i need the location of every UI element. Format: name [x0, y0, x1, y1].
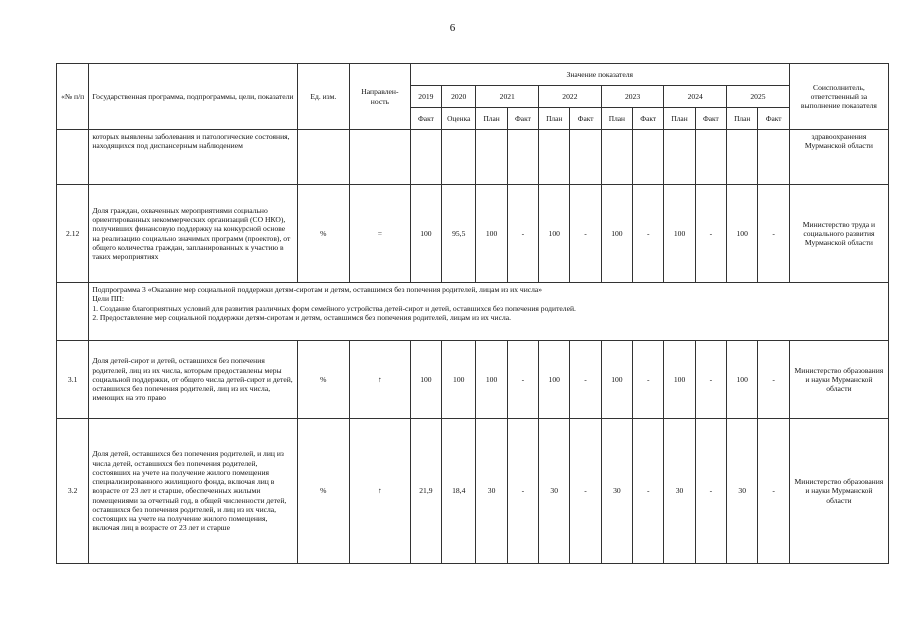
row-name: Доля детей-сирот и детей, оставшихся без попечения родителей, лиц из их числа, которым предоставлены меры социальной поддержки, от общего числа детей-сирот и детей, оставшихся без попечения родителей, лиц из их числа, имеющих на это право: [89, 341, 297, 419]
row-value: [442, 130, 476, 185]
row-name: Доля детей, оставшихся без попечения родителей, и лиц из числа детей, оставшихся без попечения родителей, состоявших на учете на получение жилого помещения специализированного жилищного фонда, включая лиц в возрасте от 23 лет и старше, обеспеченных жилыми помещениями за отчетный год, в общей численности детей, оставшихся без попечения родителей, и лиц из их числа, состоящих на учете на получение жилого помещения, включая лиц в возрасте от 23 лет и старше: [89, 419, 297, 564]
row-name: Доля граждан, охваченных мероприятиями социально ориентированных некоммерческих организаций (СО НКО), получивших финансовую поддержку на конкурсной основе на реализацию социально значимых программ (проектов), от общего количества граждан, запланированных к участию в таких мероприятиях: [89, 185, 297, 283]
row-value: -: [695, 419, 726, 564]
row-value: 100: [601, 185, 632, 283]
row-value: -: [633, 341, 664, 419]
subcol-fact: Факт: [410, 108, 441, 130]
subcol-fact: Факт: [507, 108, 538, 130]
row-value: -: [507, 341, 538, 419]
row-executor: здравоохранения Мурманской области: [789, 130, 888, 185]
year-2022: 2022: [539, 86, 602, 108]
subcol-plan: План: [664, 108, 695, 130]
row-value: -: [758, 419, 790, 564]
goals-label: Цели ПП:: [92, 294, 125, 304]
header-program: Государственная программа, подпрограммы, цели, показатели: [89, 64, 297, 130]
subcol-fact: Факт: [695, 108, 726, 130]
row-executor: Министерство образования и науки Мурманской области: [789, 419, 888, 564]
year-2020: 2020: [442, 86, 476, 108]
table-row: [57, 341, 889, 419]
indicators-table: [56, 63, 889, 564]
row-value: 100: [664, 185, 695, 283]
row-num: 2.12: [57, 185, 89, 283]
header-num: «№ п/п: [57, 64, 89, 130]
subcol-fact: Факт: [633, 108, 664, 130]
row-value: -: [570, 185, 601, 283]
row-value: -: [570, 419, 601, 564]
goal-1: 1. Создание благоприятных условий для развития различных форм семейного устройства детей-сирот и детей, оставшихся без попечения родителей.: [92, 303, 576, 313]
row-value: -: [507, 419, 538, 564]
section-num-cell: [57, 283, 89, 341]
table-row: [57, 130, 889, 185]
row-value: 100: [727, 341, 758, 419]
subcol-estimate: Оценка: [442, 108, 476, 130]
page-number: 6: [449, 22, 456, 34]
row-executor: Министерство труда и социального развития Мурманской области: [789, 185, 888, 283]
row-unit: [297, 130, 350, 185]
row-value: -: [695, 341, 726, 419]
row-value: -: [633, 419, 664, 564]
subcol-plan: План: [539, 108, 570, 130]
subcol-plan: План: [476, 108, 507, 130]
row-direction: =: [350, 185, 411, 283]
row-value: 30: [476, 419, 507, 564]
row-value: -: [507, 185, 538, 283]
subprogram-section-row: [57, 283, 889, 341]
row-value: [476, 130, 507, 185]
subcol-fact: Факт: [570, 108, 601, 130]
row-value: -: [570, 341, 601, 419]
year-2021: 2021: [476, 86, 539, 108]
row-value: 100: [476, 185, 507, 283]
row-value: [664, 130, 695, 185]
row-value: 30: [727, 419, 758, 564]
row-value: [570, 130, 601, 185]
row-value: -: [633, 185, 664, 283]
row-value: 30: [664, 419, 695, 564]
subprogram-section: [89, 283, 889, 341]
row-value: 100: [664, 341, 695, 419]
year-2025: 2025: [727, 86, 790, 108]
row-value: -: [758, 185, 790, 283]
header-unit: Ед. изм.: [297, 64, 350, 130]
year-2024: 2024: [664, 86, 727, 108]
row-name: которых выявлены заболевания и патологические состояния, находящихся под диспансерным наблюдением: [89, 130, 297, 185]
row-num: 3.2: [57, 419, 89, 564]
row-num: [57, 130, 89, 185]
header-row-1: [57, 64, 889, 86]
row-executor: Министерство образования и науки Мурманской области: [789, 341, 888, 419]
year-2019: 2019: [410, 86, 441, 108]
row-value: 100: [442, 341, 476, 419]
header-executor: Соисполнитель, ответственный за выполнение показателя: [789, 64, 888, 130]
row-value: [507, 130, 538, 185]
row-value: 30: [539, 419, 570, 564]
goal-2: 2. Предоставление мер социальной поддержки детям-сиротам и детям, оставшимся без попечения родителей, лицам из их числа.: [92, 312, 512, 322]
row-num: 3.1: [57, 341, 89, 419]
row-value: 18,4: [442, 419, 476, 564]
row-value: [410, 130, 441, 185]
row-value: 21,9: [410, 419, 441, 564]
row-direction: ↑: [350, 419, 411, 564]
header-direction: Направлен- ность: [350, 64, 411, 130]
row-unit: %: [297, 185, 350, 283]
subprogram-title: Подпрограмма 3 «Оказание мер социальной поддержки детям-сиротам и детям, оставшимся без попечения родителей, лицам из их числа»: [92, 285, 543, 294]
row-value: [727, 130, 758, 185]
row-value: [633, 130, 664, 185]
subcol-plan: План: [727, 108, 758, 130]
row-value: 100: [601, 341, 632, 419]
row-value: 95,5: [442, 185, 476, 283]
subcol-plan: План: [601, 108, 632, 130]
row-value: 100: [539, 341, 570, 419]
row-value: 100: [410, 341, 441, 419]
header-value-group: Значение показателя: [410, 64, 789, 86]
row-value: [695, 130, 726, 185]
row-unit: %: [297, 419, 350, 564]
subcol-fact: Факт: [758, 108, 790, 130]
row-value: [758, 130, 790, 185]
row-direction: [350, 130, 411, 185]
row-direction: ↑: [350, 341, 411, 419]
year-2023: 2023: [601, 86, 664, 108]
row-value: 100: [476, 341, 507, 419]
row-value: [601, 130, 632, 185]
row-value: -: [695, 185, 726, 283]
row-value: [539, 130, 570, 185]
row-value: 100: [727, 185, 758, 283]
table-row: [57, 419, 889, 564]
row-unit: %: [297, 341, 350, 419]
row-value: -: [758, 341, 790, 419]
row-value: 100: [539, 185, 570, 283]
row-value: 100: [410, 185, 441, 283]
row-value: 30: [601, 419, 632, 564]
table-row: [57, 185, 889, 283]
